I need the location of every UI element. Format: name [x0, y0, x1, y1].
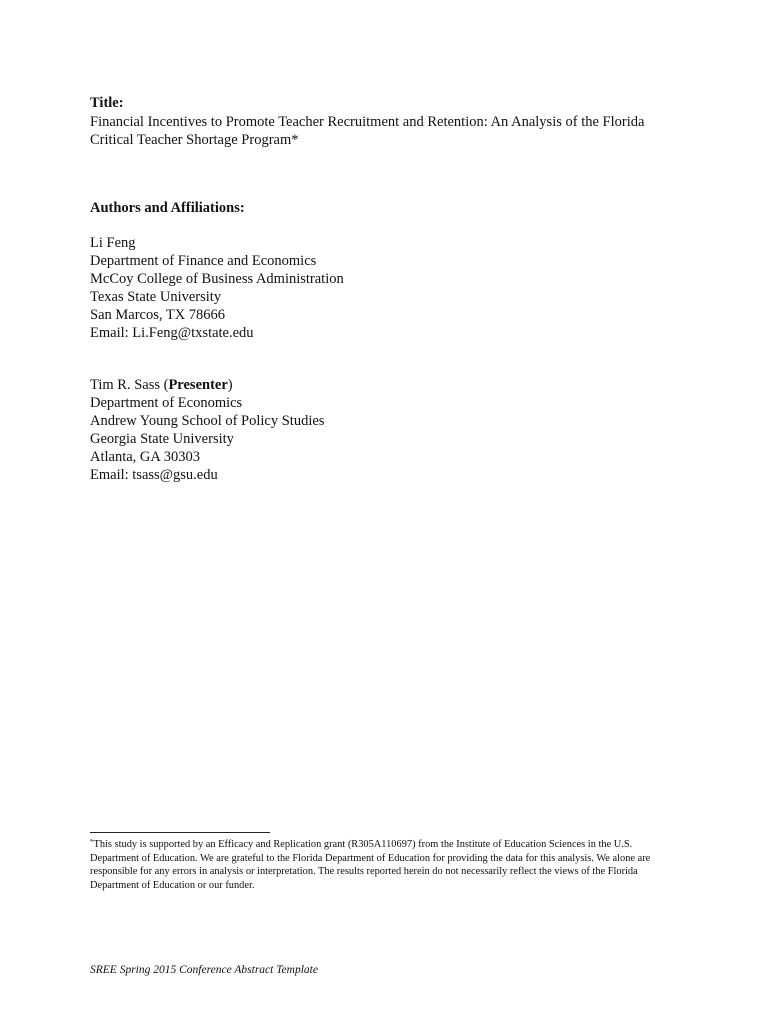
author-1-address: San Marcos, TX 78666	[90, 307, 226, 323]
author-2-name-line	[90, 376, 690, 394]
author-2-name-close: )	[227, 377, 233, 393]
author-1-block	[90, 234, 690, 342]
footnote-divider	[90, 832, 270, 833]
footnote-text: This study is supported by an Efficacy and Replication grant (R305A110697) from the Institute of Education Sciences in the U.S. Department of Education. We are grateful to the Florida Department of Education for providing the data for this analysis. We alone are responsible for any errors in analysis or interpretation. The results reported herein do not necessarily reflect the views of the Florida Department of Education or our funder.	[90, 839, 651, 891]
author-1-university: Texas State University	[90, 289, 222, 305]
page-footer: SREE Spring 2015 Conference Abstract Template	[90, 964, 318, 976]
paper-title: Financial Incentives to Promote Teacher Recruitment and Retention: An Analysis of the Florida Critical Teacher Shortage Program*	[90, 114, 645, 148]
author-1-email: Email: Li.Feng@txstate.edu	[90, 325, 254, 341]
author-2-block	[90, 376, 690, 484]
author-2-address: Atlanta, GA 30303	[90, 449, 200, 465]
author-2-school: Andrew Young School of Policy Studies	[90, 413, 325, 429]
author-1-name: Li Feng	[90, 235, 136, 251]
author-2-university: Georgia State University	[90, 431, 234, 447]
author-2-email: Email: tsass@gsu.edu	[90, 467, 218, 483]
footnote	[90, 838, 670, 892]
author-2-role: Presenter	[168, 377, 228, 393]
authors-heading: Authors and Affiliations:	[90, 200, 245, 216]
author-2-department: Department of Economics	[90, 395, 243, 411]
title-section	[90, 94, 690, 149]
footnote-marker: *	[90, 838, 94, 846]
author-2-name: Tim R. Sass (	[90, 377, 169, 393]
author-1-department: Department of Finance and Economics	[90, 253, 317, 269]
title-label: Title:	[90, 95, 124, 111]
author-1-college: McCoy College of Business Administration	[90, 271, 344, 287]
